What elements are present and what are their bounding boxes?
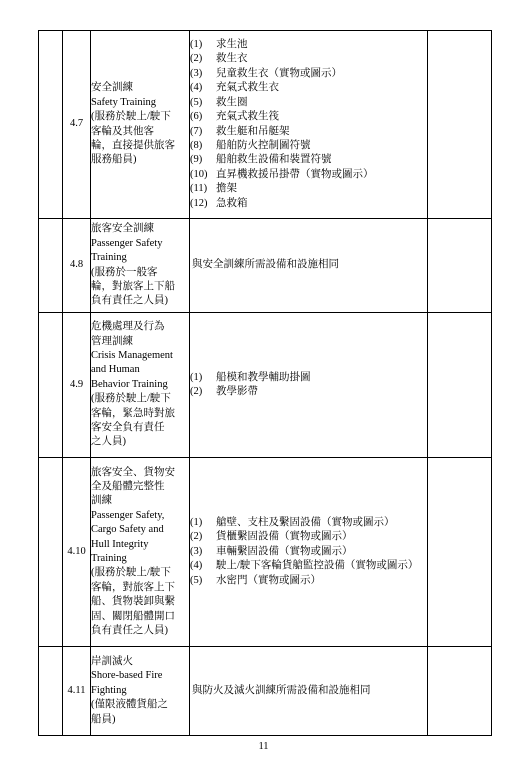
list-item	[190, 516, 427, 530]
item-index: (4)	[190, 560, 203, 572]
title-line: Safety Training	[91, 96, 157, 108]
item-text: 直昇機救援吊掛帶（實物或圖示）	[216, 168, 374, 180]
list-item	[190, 574, 427, 588]
title-line: Passenger Safety,	[91, 509, 165, 521]
equipment-note	[190, 219, 428, 313]
item-text: 車輛繫固設備（實物或圖示）	[216, 545, 353, 557]
title-line: 客輪及其他客	[91, 125, 154, 137]
equipment-note	[190, 647, 428, 736]
blank-cell	[428, 458, 492, 647]
blank-cell	[428, 313, 492, 458]
list-item	[190, 81, 427, 95]
blank-cell	[39, 458, 63, 647]
list-item	[190, 38, 427, 52]
blank-cell	[39, 219, 63, 313]
title-line: 客輪，對旅客上下	[91, 581, 175, 593]
title-line: (僅限液體貨船之	[91, 699, 168, 711]
equipment-list	[190, 31, 428, 219]
item-text: 救生艇和吊艇架	[216, 125, 290, 137]
blank-cell	[428, 31, 492, 219]
list-item	[190, 197, 427, 211]
course-title	[91, 313, 190, 458]
list-item	[190, 110, 427, 124]
title-line: Shore-based Fire	[91, 670, 163, 682]
same-as-text: 與防火及滅火訓練所需設備和設施相同	[192, 684, 371, 696]
item-index: (5)	[190, 96, 203, 108]
table-row	[39, 219, 492, 313]
item-text: 船舶救生設備和裝置符號	[216, 154, 332, 166]
list-item	[190, 139, 427, 153]
title-line: 固、關閉船體開口	[91, 610, 175, 622]
equipment-list	[190, 313, 428, 458]
item-text: 急救箱	[216, 197, 248, 209]
blank-cell	[428, 219, 492, 313]
item-text: 充氣式救生衣	[216, 82, 279, 94]
item-text: 擔架	[216, 183, 237, 195]
item-index: (5)	[190, 574, 203, 586]
item-index: (4)	[190, 82, 203, 94]
title-line: 船員)	[91, 713, 116, 725]
item-text: 船模和教學輔助掛圖	[216, 371, 311, 383]
title-line: 船、貨物裝卸與繫	[91, 596, 175, 608]
list-item	[190, 153, 427, 167]
title-line: Crisis Management	[91, 349, 173, 361]
title-line: 旅客安全訓練	[91, 223, 154, 235]
title-line: 之人員)	[91, 436, 126, 448]
title-line: 旅客安全、貨物安	[91, 466, 175, 478]
title-line: (服務於駛上/駛下	[91, 567, 171, 579]
list-item	[190, 96, 427, 110]
title-line: Fighting	[91, 684, 127, 696]
blank-cell	[39, 31, 63, 219]
item-text: 兒童救生衣（實物或圖示）	[216, 67, 342, 79]
item-text: 教學影帶	[216, 386, 258, 397]
table-row	[39, 313, 492, 458]
item-number: 4.11	[63, 647, 91, 736]
item-index: (7)	[190, 125, 203, 137]
table-row	[39, 458, 492, 647]
same-as-text: 與安全訓練所需設備和設施相同	[192, 259, 339, 271]
item-text: 救生衣	[216, 53, 248, 65]
item-index: (10)	[190, 168, 208, 180]
item-text: 救生圈	[216, 96, 248, 108]
course-title	[91, 31, 190, 219]
list-item	[190, 52, 427, 66]
item-text: 水密門（實物或圖示）	[216, 574, 321, 586]
item-text: 貨櫃繫固設備（實物或圖示）	[216, 531, 353, 543]
item-text: 船舶防火控制圖符號	[216, 139, 311, 151]
course-title	[91, 219, 190, 313]
title-line: 管理訓練	[91, 335, 133, 347]
item-index: (11)	[190, 183, 208, 195]
title-line: 客安全負有責任	[91, 422, 165, 434]
training-equipment-table	[38, 30, 492, 736]
item-number: 4.10	[63, 458, 91, 647]
blank-cell	[428, 647, 492, 736]
title-line: 岸訓滅火	[91, 655, 133, 667]
title-line: 服務船員)	[91, 154, 137, 166]
item-index: (1)	[190, 516, 203, 528]
item-text: 駛上/駛下客輪貨艙監控設備（實物或圖示）	[216, 560, 419, 572]
item-index: (6)	[190, 111, 203, 123]
title-line: Passenger Safety	[91, 237, 163, 249]
list-item	[190, 182, 427, 196]
item-index: (12)	[190, 197, 208, 209]
title-line: 負有責任之人員)	[91, 625, 168, 637]
item-index: (9)	[190, 154, 203, 166]
title-line: (服務於一般客	[91, 266, 158, 278]
blank-cell	[39, 313, 63, 458]
item-index: (2)	[190, 386, 203, 397]
course-title	[91, 647, 190, 736]
list-item	[190, 559, 427, 573]
item-index: (2)	[190, 531, 203, 543]
title-line: 全及船體完整性	[91, 480, 165, 492]
item-number: 4.9	[63, 313, 91, 458]
title-line: (服務於駛上/駛下	[91, 393, 171, 405]
title-line: 輪，對旅客上下船	[91, 280, 175, 292]
equipment-list	[190, 458, 428, 647]
title-line: 輪，直接提供旅客	[91, 139, 175, 151]
title-line: 客輪，緊急時對旅	[91, 407, 175, 419]
table-row	[39, 647, 492, 736]
item-index: (1)	[190, 39, 203, 51]
item-index: (2)	[190, 53, 203, 65]
title-line: Cargo Safety and	[91, 524, 164, 536]
course-title	[91, 458, 190, 647]
title-line: 負有責任之人員)	[91, 295, 168, 307]
item-index: (3)	[190, 67, 203, 79]
list-item	[190, 545, 427, 559]
blank-cell	[39, 647, 63, 736]
item-number: 4.8	[63, 219, 91, 313]
title-line: Behavior Training	[91, 378, 168, 390]
title-line: 訓練	[91, 495, 112, 507]
list-item	[190, 168, 427, 182]
list-item	[190, 125, 427, 139]
list-item	[190, 385, 427, 399]
item-text: 充氣式救生筏	[216, 111, 279, 123]
item-index: (3)	[190, 545, 203, 557]
title-line: Hull Integrity	[91, 538, 149, 550]
title-line: and Human	[91, 364, 140, 376]
title-line: (服務於駛上/駛下	[91, 111, 171, 123]
item-index: (1)	[190, 371, 203, 383]
title-line: 危機處理及行為	[91, 321, 165, 333]
title-line: 安全訓練	[91, 82, 133, 94]
list-item	[190, 67, 427, 81]
title-line: Training	[91, 553, 127, 564]
item-index: (8)	[190, 139, 203, 151]
list-item	[190, 371, 427, 385]
item-text: 求生池	[216, 39, 248, 51]
item-number: 4.7	[63, 31, 91, 219]
table-row	[39, 31, 492, 219]
title-line: Training	[91, 252, 127, 264]
list-item	[190, 530, 427, 544]
page-number: 11	[258, 741, 269, 752]
item-text: 艙壁、支柱及繫固設備（實物或圖示）	[216, 516, 395, 528]
